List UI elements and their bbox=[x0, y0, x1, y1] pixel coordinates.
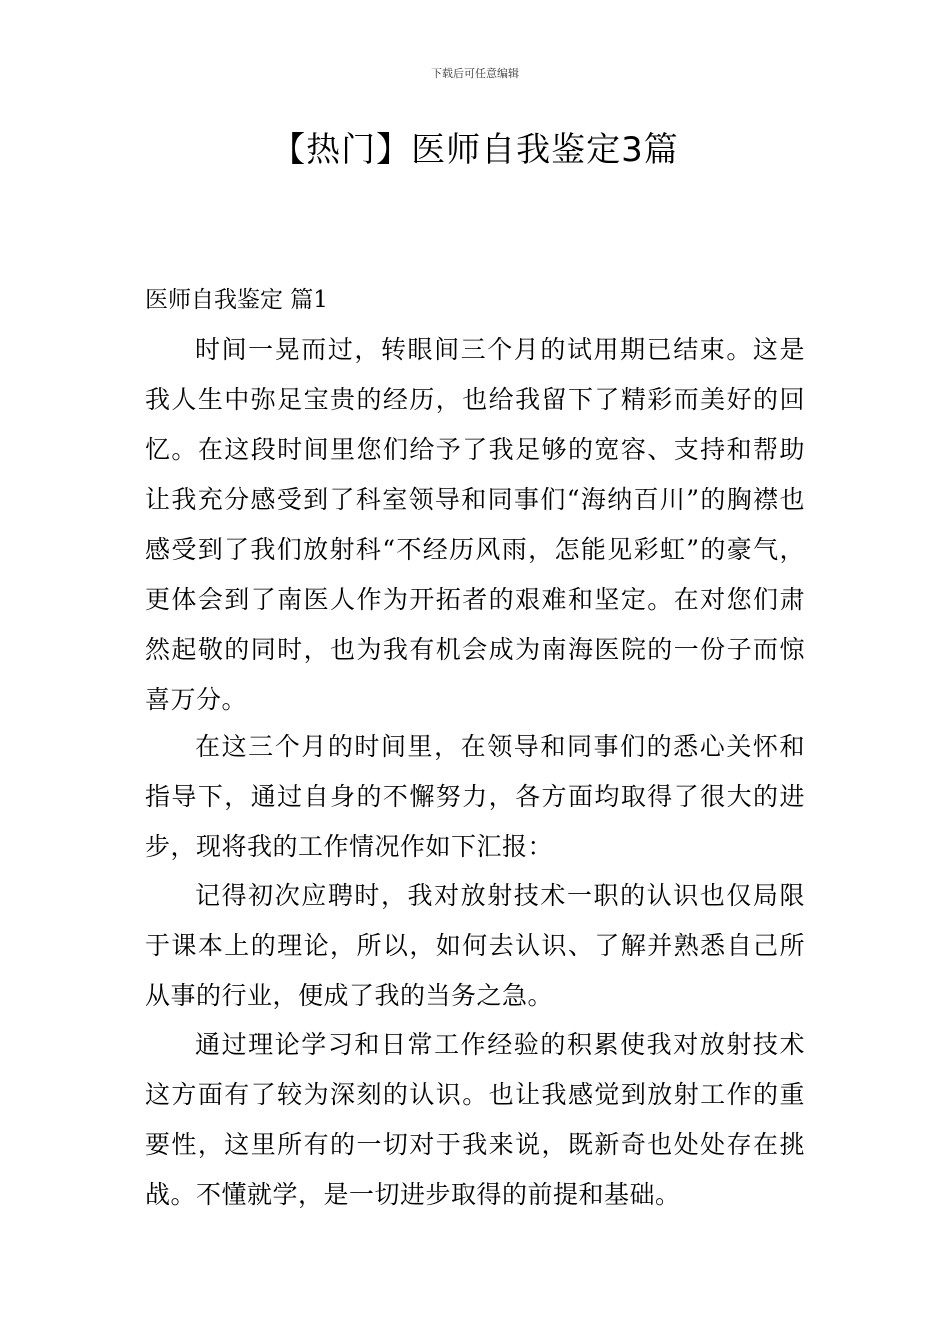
paragraph-2: 在这三个月的时间里，在领导和同事们的悉心关怀和指导下，通过自身的不懈努力，各方面均取得了很大的进步，现将我的工作情况作如下汇报： bbox=[145, 732, 805, 861]
paragraph-4: 通过理论学习和日常工作经验的积累使我对放射技术这方面有了较为深刻的认识。也让我感觉到放射工作的重要性，这里所有的一切对于我来说，既新奇也处处存在挑战。不懂就学，是一切进步取得的前提和基础。 bbox=[145, 1030, 805, 1209]
paragraph-1: 时间一晃而过，转眼间三个月的试用期已结束。这是我人生中弥足宝贵的经历，也给我留下了精彩而美好的回忆。在这段时间里您们给予了我足够的宽容、支持和帮助让我充分感受到了科室领导和同事们“海纳百川”的胸襟也感受到了我们放射科“不经历风雨，怎能见彩虹”的豪气，更体会到了南医人作为开拓者的艰难和坚定。在对您们肃然起敬的同时，也为我有机会成为南海医院的一份子而惊喜万分。 bbox=[145, 335, 805, 714]
paragraph-3: 记得初次应聘时，我对放射技术一职的认识也仅局限于课本上的理论，所以，如何去认识、了解并熟悉自己所从事的行业，便成了我的当务之急。 bbox=[145, 881, 805, 1010]
header-note: 下载后可任意编辑 bbox=[431, 67, 519, 80]
section-heading: 医师自我鉴定 篇1 bbox=[145, 287, 328, 313]
document-title: 【热门】医师自我鉴定3篇 bbox=[271, 130, 679, 170]
